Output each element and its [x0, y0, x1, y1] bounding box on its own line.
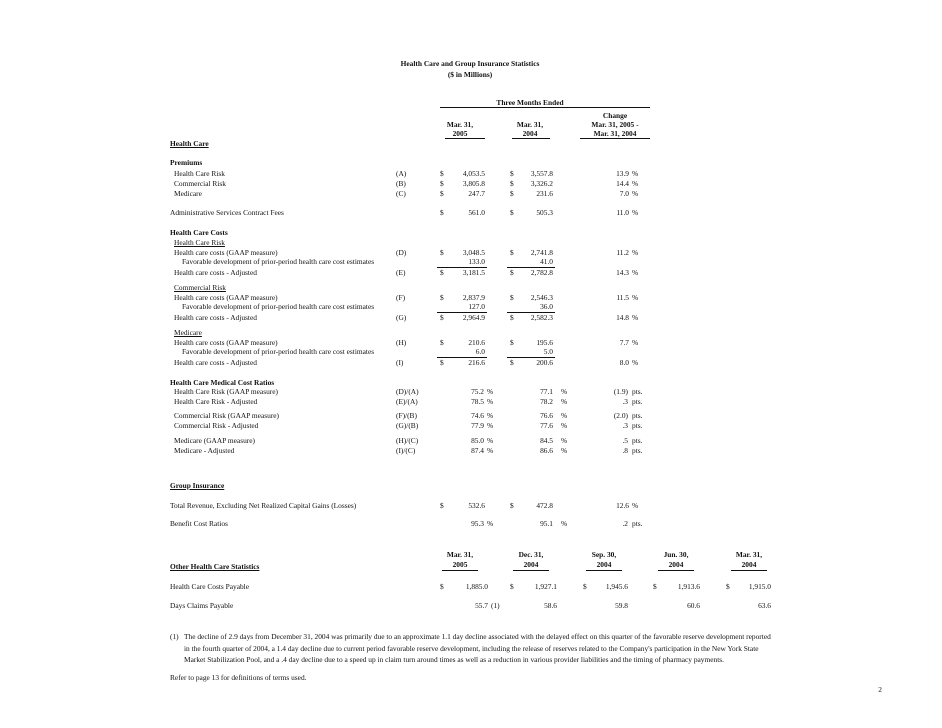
value-2005: 210.6	[468, 338, 485, 347]
row-label: Health care costs (GAAP measure)	[174, 248, 278, 257]
currency-symbol: $	[440, 268, 444, 277]
row-reference: (E)/(A)	[396, 397, 418, 406]
currency-symbol: $	[510, 313, 514, 322]
currency-symbol: $	[440, 169, 444, 178]
change-value: .5	[622, 436, 628, 445]
other-col-header-line1: Sep. 30,	[591, 550, 617, 559]
row-label: Total Revenue, Excluding Net Realized Capital Gains (Losses)	[170, 501, 357, 510]
total-rule	[437, 267, 487, 268]
currency-symbol: $	[510, 179, 514, 188]
currency-symbol: $	[510, 501, 514, 510]
footnote-line3: Market Stabilization Pool, and a .4 day decline due to a speed up in claim turn around times as well as a reduction in various provider liabilities and the timing of pharmacy payments.	[184, 655, 724, 664]
other-col-header-rule	[658, 570, 694, 571]
change-value: .8	[622, 446, 628, 455]
change-value: 11.0	[616, 208, 629, 217]
value-2005: 216.6	[468, 358, 485, 367]
row-label: Health Care Risk (GAAP measure)	[174, 387, 278, 396]
row-label: Health care costs (GAAP measure)	[174, 293, 278, 302]
row-label: Health care costs - Adjusted	[174, 358, 257, 367]
percent-sign: %	[561, 446, 568, 455]
refer-note: Refer to page 13 for definitions of terms used.	[170, 673, 307, 682]
col3-header-line1: Change	[602, 111, 628, 120]
value-2005: 3,181.5	[462, 268, 485, 277]
value-2004: 41.0	[540, 257, 553, 266]
value-2004: 3,557.8	[530, 169, 553, 178]
change-unit: %	[632, 179, 639, 188]
row-reference: (H)	[396, 338, 407, 347]
value-2005: 127.0	[468, 302, 485, 311]
currency-symbol: $	[440, 293, 444, 302]
mcr-heading: Health Care Medical Cost Ratios	[170, 378, 275, 387]
col3-header-rule	[580, 138, 650, 139]
value-2004: 76.6	[540, 411, 553, 420]
other-col-header-rule	[442, 570, 478, 571]
currency-symbol: $	[510, 248, 514, 257]
change-value: 11.2	[616, 248, 629, 257]
value-2005: 532.6	[468, 501, 485, 510]
currency-symbol: $	[510, 358, 514, 367]
row-label: Health Care Risk - Adjusted	[174, 397, 258, 406]
change-unit: %	[632, 338, 639, 347]
currency-symbol: $	[440, 582, 444, 591]
row-label: Administrative Services Contract Fees	[170, 208, 284, 217]
percent-sign: %	[561, 421, 568, 430]
change-unit: %	[632, 313, 639, 322]
percent-sign: %	[487, 446, 494, 455]
footnote-number: (1)	[170, 632, 179, 641]
col1-header-line2: 2005	[452, 129, 468, 138]
row-label: Favorable development of prior-period health care cost estimates	[182, 347, 375, 356]
row-label: Commercial Risk (GAAP measure)	[174, 411, 280, 420]
currency-symbol: $	[510, 268, 514, 277]
total-rule	[437, 357, 487, 358]
value-2005: 74.6	[471, 411, 484, 420]
days-claims-value: 55.7	[475, 601, 488, 610]
total-rule	[507, 267, 555, 268]
value-2005: 561.0	[468, 208, 485, 217]
row-reference: (B)	[396, 179, 406, 188]
currency-symbol: $	[440, 208, 444, 217]
change-unit: %	[632, 169, 639, 178]
value-2005: 2,837.9	[462, 293, 485, 302]
row-reference: (H)/(C)	[396, 436, 419, 445]
value-2004: 95.1	[540, 519, 553, 528]
value-2004: 78.2	[540, 397, 553, 406]
value-2004: 200.6	[536, 358, 553, 367]
hcc-subheading: Medicare	[174, 328, 202, 337]
row-reference: (C)	[396, 189, 406, 198]
change-unit: %	[632, 189, 639, 198]
value-2005: 3,805.8	[462, 179, 485, 188]
payable-value: 1,927.1	[534, 582, 557, 591]
percent-sign: %	[487, 519, 494, 528]
hcc-subheading: Commercial Risk	[174, 283, 226, 292]
payable-value: 1,885.0	[465, 582, 488, 591]
change-unit: pts.	[632, 411, 643, 420]
change-value: 11.5	[616, 293, 629, 302]
row-label: Commercial Risk	[174, 179, 226, 188]
row-label: Medicare	[174, 189, 202, 198]
row-reference: (D)/(A)	[396, 387, 419, 396]
value-2004: 231.6	[536, 189, 553, 198]
currency-symbol: $	[510, 338, 514, 347]
change-unit: %	[632, 248, 639, 257]
row-label: Favorable development of prior-period health care cost estimates	[182, 257, 375, 266]
payable-value: 1,915.0	[748, 582, 771, 591]
row-reference: (F)	[396, 293, 406, 302]
page-number: 2	[878, 685, 882, 694]
footnote-line2: in the fourth quarter of 2004, a 1.4 day decline due to current period favorable reserve development, including the release of reserves related to the Company's participation in the New York State	[184, 644, 759, 653]
row-label: Medicare (GAAP measure)	[174, 436, 255, 445]
days-claims-value: 63.6	[758, 601, 771, 610]
health-care-costs-heading: Health Care Costs	[170, 228, 228, 237]
page-subtitle: ($ in Millions)	[447, 70, 493, 79]
value-2004: 77.6	[540, 421, 553, 430]
other-col-header-line2: 2005	[452, 560, 468, 569]
change-value: 12.6	[616, 501, 629, 510]
value-2005: 247.7	[468, 189, 485, 198]
currency-symbol: $	[440, 501, 444, 510]
period-rule	[440, 107, 650, 108]
change-value: 13.9	[616, 169, 629, 178]
other-col-header-rule	[586, 570, 622, 571]
percent-sign: %	[561, 387, 568, 396]
col3-header-line3: Mar. 31, 2004	[593, 129, 637, 138]
percent-sign: %	[487, 411, 494, 420]
value-2004: 5.0	[543, 347, 553, 356]
percent-sign: %	[561, 411, 568, 420]
change-value: 14.3	[616, 268, 629, 277]
change-value: 7.7	[619, 338, 629, 347]
currency-symbol: $	[583, 582, 587, 591]
value-2004: 505.3	[536, 208, 553, 217]
hcc-subheading: Health Care Risk	[174, 238, 225, 247]
currency-symbol: $	[510, 189, 514, 198]
page-title: Health Care and Group Insurance Statistics	[400, 59, 540, 68]
other-stats-heading: Other Health Care Statistics	[170, 562, 260, 571]
row-reference: (I)	[396, 358, 404, 367]
row-reference: (D)	[396, 248, 407, 257]
change-unit: pts.	[632, 436, 643, 445]
days-claims-value: 58.6	[544, 601, 557, 610]
value-2005: 85.0	[471, 436, 484, 445]
change-value: 14.8	[616, 313, 629, 322]
percent-sign: %	[561, 397, 568, 406]
value-2004: 3,326.2	[530, 179, 553, 188]
row-label: Benefit Cost Ratios	[170, 519, 228, 528]
row-reference: (G)	[396, 313, 407, 322]
other-col-header-line2: 2004	[668, 560, 684, 569]
currency-symbol: $	[440, 338, 444, 347]
other-col-header-line1: Mar. 31,	[446, 550, 474, 559]
total-rule	[507, 312, 555, 313]
row-label: Health care costs - Adjusted	[174, 313, 257, 322]
col3-header-line2: Mar. 31, 2005 -	[591, 120, 639, 129]
currency-symbol: $	[440, 248, 444, 257]
value-2004: 472.8	[536, 501, 553, 510]
change-unit: %	[632, 293, 639, 302]
value-2005: 6.0	[475, 347, 485, 356]
other-col-header-line2: 2004	[741, 560, 757, 569]
change-unit: %	[632, 501, 639, 510]
change-value: 14.4	[616, 179, 629, 188]
row-label: Health care costs (GAAP measure)	[174, 338, 278, 347]
other-col-header-line2: 2004	[523, 560, 539, 569]
col2-header-rule	[512, 138, 550, 139]
percent-sign: %	[487, 421, 494, 430]
days-claims-label: Days Claims Payable	[170, 601, 234, 610]
change-unit: pts.	[632, 397, 643, 406]
currency-symbol: $	[440, 358, 444, 367]
section-health-care: Health Care	[170, 139, 209, 148]
row-label: Commercial Risk - Adjusted	[174, 421, 259, 430]
payable-label: Health Care Costs Payable	[170, 582, 250, 591]
value-2004: 2,782.8	[530, 268, 553, 277]
change-value: .3	[622, 397, 628, 406]
payable-value: 1,913.6	[677, 582, 700, 591]
period-label: Three Months Ended	[496, 98, 564, 107]
value-2005: 2,964.9	[462, 313, 485, 322]
currency-symbol: $	[440, 179, 444, 188]
change-unit: %	[632, 268, 639, 277]
percent-sign: %	[487, 397, 494, 406]
footnote-reference: (1)	[491, 601, 500, 610]
other-col-header-line1: Jun. 30,	[663, 550, 689, 559]
value-2005: 78.5	[471, 397, 484, 406]
row-reference: (E)	[396, 268, 406, 277]
value-2005: 3,048.5	[462, 248, 485, 257]
footnote-line1: The decline of 2.9 days from December 31, 2004 was primarily due to an approximate 1.1 day decline associated with the delayed effect on this quarter of the favorable reserve development reported	[184, 632, 771, 641]
change-value: .2	[622, 519, 628, 528]
value-2004: 2,741.8	[530, 248, 553, 257]
row-reference: (F)/(B)	[396, 411, 417, 420]
row-reference: (G)/(B)	[396, 421, 419, 430]
row-reference: (I)/(C)	[396, 446, 416, 455]
change-value: 8.0	[619, 358, 629, 367]
change-value: .3	[622, 421, 628, 430]
value-2004: 36.0	[540, 302, 553, 311]
percent-sign: %	[561, 436, 568, 445]
value-2004: 2,582.3	[530, 313, 553, 322]
value-2005: 77.9	[471, 421, 484, 430]
currency-symbol: $	[510, 169, 514, 178]
total-rule	[507, 357, 555, 358]
other-col-header-line2: 2004	[596, 560, 612, 569]
value-2005: 133.0	[468, 257, 485, 266]
col1-header-rule	[445, 138, 485, 139]
row-reference: (A)	[396, 169, 407, 178]
value-2004: 195.6	[536, 338, 553, 347]
other-col-header-line1: Mar. 31,	[735, 550, 763, 559]
payable-value: 1,945.6	[605, 582, 628, 591]
currency-symbol: $	[726, 582, 730, 591]
row-label: Medicare - Adjusted	[174, 446, 235, 455]
currency-symbol: $	[440, 313, 444, 322]
change-unit: %	[632, 358, 639, 367]
value-2005: 4,053.5	[462, 169, 485, 178]
other-col-header-rule	[731, 570, 767, 571]
days-claims-value: 59.8	[615, 601, 628, 610]
change-unit: pts.	[632, 446, 643, 455]
change-unit: %	[632, 208, 639, 217]
value-2005: 87.4	[471, 446, 484, 455]
change-value: 7.0	[619, 189, 629, 198]
change-unit: pts.	[632, 421, 643, 430]
other-col-header-line1: Dec. 31,	[518, 550, 544, 559]
currency-symbol: $	[510, 208, 514, 217]
group-insurance-heading: Group Insurance	[170, 481, 225, 490]
value-2004: 2,546.3	[530, 293, 553, 302]
currency-symbol: $	[440, 189, 444, 198]
percent-sign: %	[561, 519, 568, 528]
col1-header-line1: Mar. 31,	[446, 120, 474, 129]
change-value: (2.0)	[613, 411, 628, 420]
percent-sign: %	[487, 436, 494, 445]
change-unit: pts.	[632, 387, 643, 396]
value-2004: 86.6	[540, 446, 553, 455]
currency-symbol: $	[510, 293, 514, 302]
value-2004: 84.5	[540, 436, 553, 445]
other-col-header-rule	[513, 570, 549, 571]
col2-header-line2: 2004	[522, 129, 538, 138]
value-2005: 95.3	[471, 519, 484, 528]
row-label: Health care costs - Adjusted	[174, 268, 257, 277]
col2-header-line1: Mar. 31,	[516, 120, 544, 129]
currency-symbol: $	[510, 582, 514, 591]
total-rule	[437, 312, 487, 313]
premiums-heading: Premiums	[170, 158, 203, 167]
row-label: Health Care Risk	[174, 169, 225, 178]
percent-sign: %	[487, 387, 494, 396]
change-unit: pts.	[632, 519, 643, 528]
currency-symbol: $	[653, 582, 657, 591]
value-2005: 75.2	[471, 387, 484, 396]
value-2004: 77.1	[540, 387, 553, 396]
row-label: Favorable development of prior-period health care cost estimates	[182, 302, 375, 311]
change-value: (1.9)	[613, 387, 628, 396]
days-claims-value: 60.6	[687, 601, 700, 610]
